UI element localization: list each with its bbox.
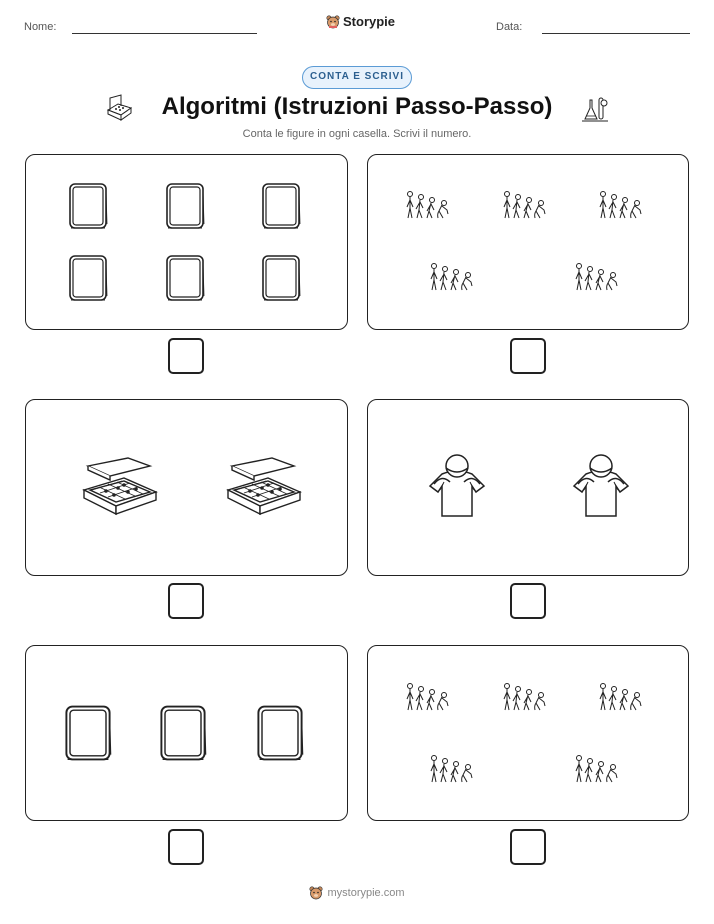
shirt-figure-icon [422,452,492,522]
tablet-icon [68,182,108,230]
bear-logo-icon [326,15,340,29]
tablet-icon [165,254,205,302]
count-card-6 [367,645,689,821]
human-evolution-icon [597,682,647,712]
human-evolution-icon [573,262,623,297]
human-evolution-icon [404,682,454,717]
tablet-icon [165,182,205,235]
page-title: Algoritmi (Istruzioni Passo-Passo) [161,93,553,120]
board-game-box-icon [224,456,304,521]
human-evolution-icon [597,682,647,717]
human-evolution-icon [428,754,478,784]
worksheet-header [0,0,714,50]
human-evolution-icon [428,262,478,297]
shirt-figure-icon [566,452,636,522]
tablet-icon [64,704,112,762]
human-evolution-icon [501,190,551,225]
human-evolution-icon [404,682,454,712]
human-evolution-icon [501,682,551,717]
human-evolution-icon [428,262,478,292]
human-evolution-icon [404,190,454,225]
tablet-icon [256,704,304,767]
tablet-icon [68,254,108,302]
answer-box-2[interactable] [510,338,546,374]
board-game-box-icon [80,456,160,521]
tablet-icon [256,704,304,762]
human-evolution-icon [573,754,623,789]
shirt-figure-icon [566,452,636,527]
board-game-box-icon [80,456,160,516]
human-evolution-icon [573,262,623,292]
tablet-icon [159,704,207,762]
footer-url: mystorypie.com [327,887,405,899]
shirt-figure-icon [422,452,492,527]
name-line[interactable] [72,33,257,34]
name-label: Nome: [24,21,57,33]
answer-box-6[interactable] [510,829,546,865]
tablet-icon [165,182,205,230]
tablet-icon [68,182,108,235]
human-evolution-icon [501,190,551,220]
activity-badge: CONTA E SCRIVI [302,66,412,89]
tablet-icon [261,254,301,302]
tablet-icon [64,704,112,767]
human-evolution-icon [428,754,478,789]
brand [326,14,395,29]
count-card-4 [367,399,689,576]
tablet-icon [68,254,108,307]
date-line[interactable] [542,33,690,34]
answer-box-1[interactable] [168,338,204,374]
brand-name: Storypie [343,14,396,29]
human-evolution-icon [501,682,551,712]
count-card-2 [367,154,689,330]
answer-box-4[interactable] [510,583,546,619]
tablet-icon [261,254,301,307]
tablet-icon [261,182,301,230]
date-label: Data: [496,21,523,33]
tablet-icon [159,704,207,767]
instructions: Conta le figure in ogni casella. Scrivi il numero. [242,128,472,140]
human-evolution-icon [597,190,647,225]
footer [0,886,714,900]
tablet-icon [165,254,205,307]
human-evolution-icon [404,190,454,220]
answer-box-5[interactable] [168,829,204,865]
human-evolution-icon [597,190,647,220]
tablet-icon [261,182,301,235]
human-evolution-icon [573,754,623,784]
lab-flasks-icon [580,94,610,124]
board-game-box-icon [224,456,304,516]
bear-logo-icon [309,886,323,900]
answer-box-3[interactable] [168,583,204,619]
